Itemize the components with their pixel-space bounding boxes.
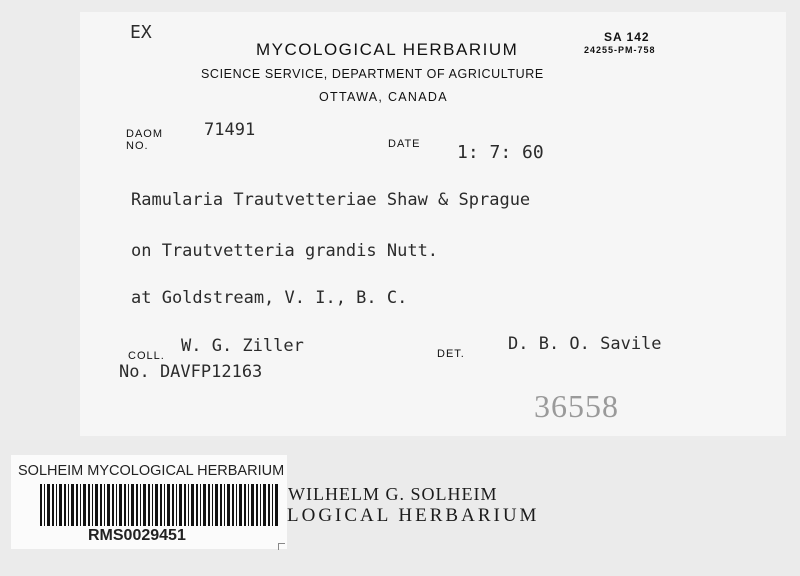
barcode-bar <box>220 484 222 526</box>
print-code: 24255-PM-758 <box>584 45 656 55</box>
barcode-bar <box>203 484 206 526</box>
collection-number: No. DAVFP12163 <box>119 362 263 382</box>
barcode-bar <box>191 484 194 526</box>
barcode-bar <box>196 484 198 526</box>
label-title: MYCOLOGICAL HERBARIUM <box>256 40 519 59</box>
barcode-bar <box>215 484 218 526</box>
locality-line: at Goldstream, V. I., B. C. <box>131 288 408 308</box>
barcode-bars <box>40 484 280 526</box>
species-line: Ramularia Trautvetteriae Shaw & Sprague <box>131 190 531 210</box>
barcode-bar <box>179 484 182 526</box>
barcode-bar <box>236 484 237 526</box>
barcode-bar <box>176 484 177 526</box>
barcode-bar <box>272 484 273 526</box>
barcode-bar <box>268 484 270 526</box>
barcode-bar <box>167 484 170 526</box>
barcode-bar <box>80 484 81 526</box>
barcode-bar <box>92 484 93 526</box>
barcode-bar <box>251 484 254 526</box>
barcode-bar <box>143 484 146 526</box>
barcode-bar <box>112 484 114 526</box>
barcode-bar <box>59 484 62 526</box>
date-label: DATE <box>388 138 421 150</box>
barcode-bar <box>40 484 42 526</box>
barcode-bar <box>200 484 201 526</box>
coll-label: COLL. <box>128 350 165 362</box>
herbarium-stamp-title: LOGICAL HERBARIUM <box>287 505 540 526</box>
corner-mark <box>278 543 285 550</box>
barcode-bar <box>232 484 234 526</box>
daom-label-line-2: NO. <box>126 140 149 152</box>
barcode-bar <box>71 484 74 526</box>
date-value: 1: 7: 60 <box>457 142 544 163</box>
barcode-bar <box>124 484 126 526</box>
barcode-bar <box>104 484 105 526</box>
barcode-bar <box>52 484 54 526</box>
barcode-bar <box>188 484 189 526</box>
determiner-name: D. B. O. Savile <box>508 334 662 354</box>
barcode-bar <box>275 484 278 526</box>
barcode-bar <box>119 484 122 526</box>
det-label: DET. <box>437 348 465 360</box>
barcode-bar <box>136 484 138 526</box>
barcode-bar <box>148 484 150 526</box>
host-line: on Trautvetteria grandis Nutt. <box>131 241 439 261</box>
accession-number: 36558 <box>534 388 619 424</box>
barcode-bar <box>164 484 165 526</box>
barcode-bar <box>107 484 110 526</box>
barcode-bar <box>83 484 86 526</box>
herbarium-stamp-name: WILHELM G. SOLHEIM <box>288 484 498 504</box>
sa-code: SA 142 <box>604 30 650 44</box>
barcode-bar <box>68 484 69 526</box>
barcode-bar <box>88 484 90 526</box>
barcode-number: RMS0029451 <box>88 527 186 544</box>
label-subtitle: SCIENCE SERVICE, DEPARTMENT OF AGRICULTURE <box>201 67 544 81</box>
label-location: OTTAWA, CANADA <box>319 90 448 104</box>
barcode-bar <box>131 484 134 526</box>
barcode-bar <box>227 484 230 526</box>
collector-name: W. G. Ziller <box>181 336 304 356</box>
barcode-bar <box>64 484 66 526</box>
barcode-bar <box>256 484 258 526</box>
barcode-bar <box>95 484 98 526</box>
daom-number: 71491 <box>204 120 256 140</box>
daom-label-line-1: DAOM <box>126 128 163 140</box>
barcode-bar <box>76 484 78 526</box>
barcode-bar <box>56 484 57 526</box>
barcode-bar <box>239 484 242 526</box>
barcode-bar <box>152 484 153 526</box>
barcode-bar <box>208 484 210 526</box>
barcode-bar <box>248 484 249 526</box>
barcode-bar <box>172 484 174 526</box>
barcode-bar <box>244 484 246 526</box>
ex-mark: EX <box>130 22 152 43</box>
barcode-bar <box>224 484 225 526</box>
barcode-bar <box>184 484 186 526</box>
barcode-bar <box>116 484 117 526</box>
daom-label <box>126 128 163 152</box>
barcode-bar <box>100 484 102 526</box>
barcode-bar <box>212 484 213 526</box>
barcode-bar <box>47 484 50 526</box>
barcode-bar <box>44 484 45 526</box>
barcode-bar <box>263 484 266 526</box>
barcode-title: SOLHEIM MYCOLOGICAL HERBARIUM <box>18 463 285 479</box>
barcode-bar <box>155 484 158 526</box>
barcode-bar <box>140 484 141 526</box>
barcode-bar <box>160 484 162 526</box>
barcode-bar <box>260 484 261 526</box>
barcode-bar <box>128 484 129 526</box>
